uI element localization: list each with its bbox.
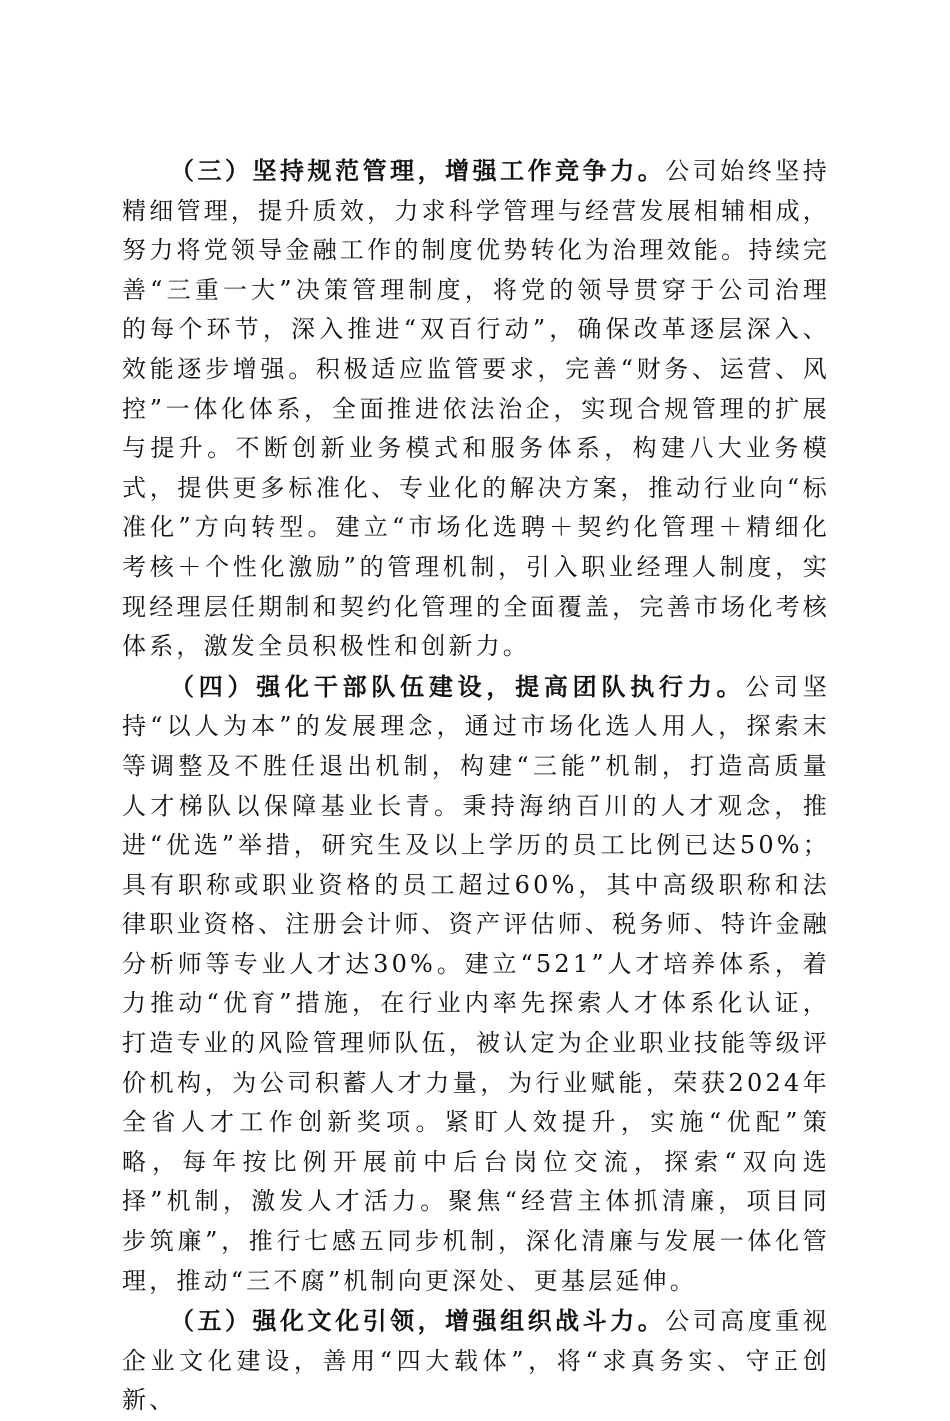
paragraph-5-text: 公司高度重视企业文化建设，善用“四大载体”，将“求真务实、守正创新、 (122, 1307, 830, 1415)
paragraph-3-management (122, 151, 830, 667)
paragraph-4-cadre-team (122, 667, 830, 1302)
paragraph-3-heading: （三）坚持规范管理，增强工作竞争力。 (170, 156, 666, 185)
document-body (122, 151, 830, 1421)
paragraph-5-heading: （五）强化文化引领，增强组织战斗力。 (170, 1306, 666, 1336)
paragraph-4-heading: （四）强化干部队伍建设，提高团队执行力。 (170, 671, 746, 701)
paragraph-5-culture (122, 1301, 830, 1421)
paragraph-4-text: 公司坚持“以人为本”的发展理念，通过市场化选人用人，探索末等调整及不胜任退出机制，构建“三能”机制，打造高质量人才梯队以保障基业长青。秉持海纳百川的人才观念，推进“优选”举措，研究生及以上学历的员工比例已达50%；具有职称或职业资格的员工超过60%，其中高级职称和法律职业资格、注册会计师、资产评估师、税务师、特许金融分析师等专业人才达30%。建立“521”人才培养体系，着力推动“优育”措施，在行业内率先探索人才体系化认证，打造专业的风险管理师队伍，被认定为企业职业技能等级评价机构，为公司积蓄人才力量，为行业赋能，荣获2024年全省人才工作创新奖项。紧盯人效提升，实施“优配”策略，每年按比例开展前中后台岗位交流，探索“双向选择”机制，激发人才活力。聚焦“经营主体抓清廉，项目同步筑廉”，推行七感五同步机制，深化清廉与发展一体化管理，推动“三不腐”机制向更深处、更基层延伸。 (122, 672, 830, 1295)
paragraph-3-text: 公司始终坚持精细管理，提升质效，力求科学管理与经营发展相辅相成，努力将党领导金融工作的制度优势转化为治理效能。持续完善“三重一大”决策管理制度，将党的领导贯穿于公司治理的每个环节，深入推进“双百行动”，确保改革逐层深入、效能逐步增强。积极适应监管要求，完善“财务、运营、风控”一体化体系，全面推进依法治企，实现合规管理的扩展与提升。不断创新业务模式和服务体系，构建八大业务模式，提供更多标准化、专业化的解决方案，推动行业向“标准化”方向转型。建立“市场化选聘＋契约化管理＋精细化考核＋个性化激励”的管理机制，引入职业经理人制度，实现经理层任期制和契约化管理的全面覆盖，完善市场化考核体系，激发全员积极性和创新力。 (122, 157, 830, 661)
